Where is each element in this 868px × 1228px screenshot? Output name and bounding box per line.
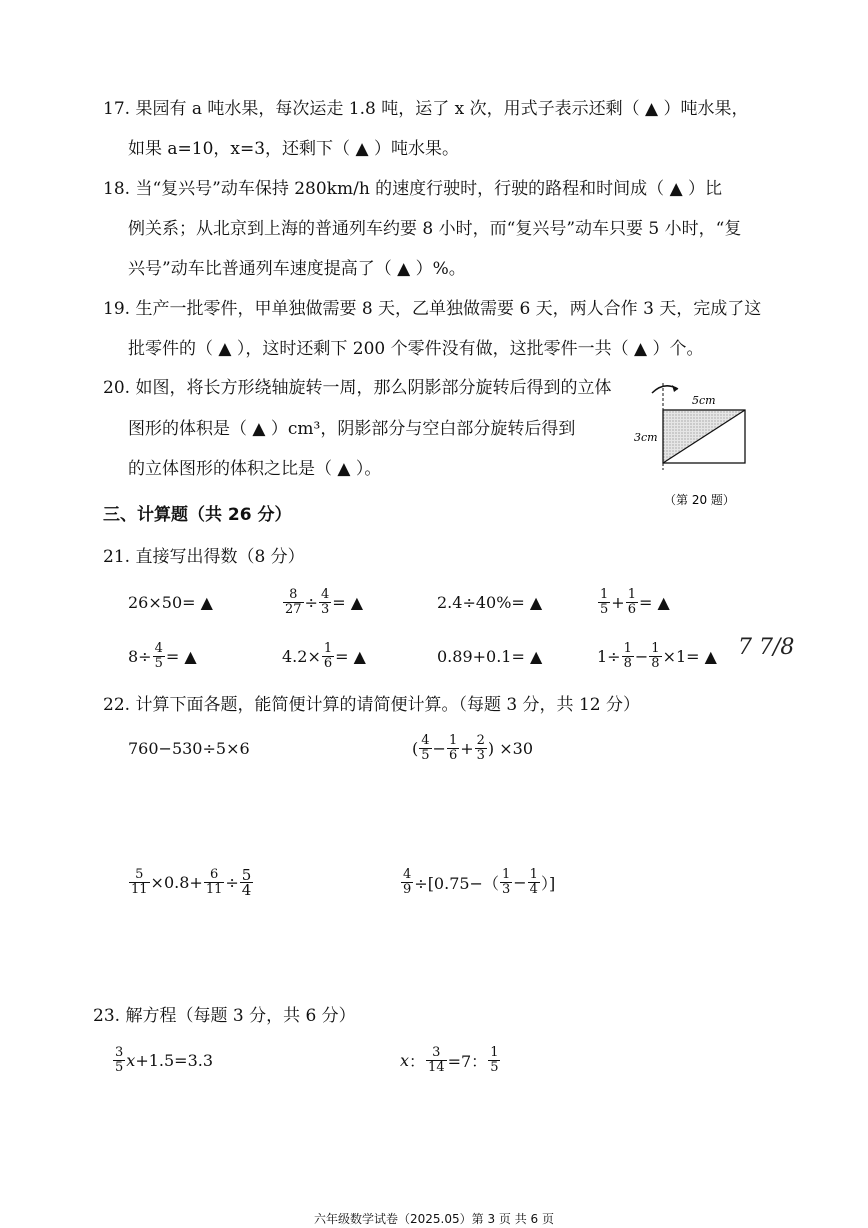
q21-item-6: 4.2× $\frac{1}{6}$ = ▲ — [282, 640, 366, 671]
q21-item-4: $\frac{1}{5}$ + $\frac{1}{6}$ = ▲ — [600, 586, 670, 617]
q21-item-8: 1÷ $\frac{1}{8}$ − $\frac{1}{8}$ ×1= ▲ — [597, 640, 717, 671]
q18-line2: 例关系；从北京到上海的普通列车约要 8 小时，而“复兴号”动车只要 5 小时，“复 — [128, 219, 742, 239]
q17-line2: 如果 a=10，x=3，还剩下（ ▲ ）吨水果。 — [128, 139, 459, 159]
q20-line2: 图形的体积是（ ▲ ）cm³，阴影部分与空白部分旋转后得到 — [128, 419, 576, 439]
q23-item-2: x ： $\frac{3}{14}$ =7： $\frac{1}{5}$ — [400, 1044, 499, 1075]
section-3-title: 三、计算题（共 26 分） — [103, 505, 292, 525]
q20-line1: 20. 如图，将长方形绕轴旋转一周，那么阴影部分旋转后得到的立体 — [103, 378, 612, 398]
figure-caption: （第 20 题） — [664, 493, 735, 507]
q21-item-1 — [128, 582, 213, 622]
q23-title: 23. 解方程（每题 3 分，共 6 分） — [93, 1006, 356, 1026]
q21-item-1-expr: 26×50= ▲ — [128, 592, 213, 612]
q22-item-1: 760−530÷5×6 — [128, 738, 250, 758]
q21-item-5: 8÷ $\frac{4}{5}$ = ▲ — [128, 640, 197, 671]
q23-item-1: $\frac{3}{5}$ x +1.5=3.3 — [115, 1044, 214, 1075]
q21-item-7: 0.89+0.1= ▲ — [437, 646, 543, 666]
q21-item-3: 2.4÷40%= ▲ — [437, 592, 543, 612]
q19-line2: 批零件的（ ▲ ），这时还剩下 200 个零件没有做，这批零件一共（ ▲ ）个。 — [128, 339, 704, 359]
q21-item-2: $\frac{8}{27}$ ÷ $\frac{4}{3}$ = ▲ — [285, 586, 364, 617]
q17-line1: 17. 果园有 a 吨水果，每次运走 1.8 吨，运了 x 次，用式子表示还剩（ ▲ ）吨水果， — [103, 99, 749, 119]
q20-figure — [630, 375, 760, 515]
q22-item-4: $\frac{4}{9}$ ÷[0.75−（ $\frac{1}{3}$ − $\frac{1}{4}$ ）] — [403, 866, 556, 897]
width-label: 5cm — [692, 394, 716, 407]
q21-handwritten-answer: 7 7/8 — [738, 635, 795, 660]
q22-title: 22. 计算下面各题，能简便计算的请简便计算。（每题 3 分，共 12 分） — [103, 695, 641, 715]
height-label: 3cm — [634, 431, 658, 444]
q18-line3: 兴号”动车比普通列车速度提高了（ ▲ ）%。 — [128, 259, 466, 279]
q21-title: 21. 直接写出得数（8 分） — [103, 547, 305, 567]
page-footer: 六年级数学试卷（2025.05）第 3 页 共 6 页 — [314, 1212, 554, 1226]
q19-line1: 19. 生产一批零件，甲单独做需要 8 天，乙单独做需要 6 天，两人合作 3 天，完成了这 — [103, 299, 762, 319]
q22-item-3: $\frac{5}{11}$ ×0.8+ $\frac{6}{11}$ ÷ $\frac{5}{4}$ — [131, 865, 252, 899]
q20-line3: 的立体图形的体积之比是（ ▲ ）。 — [128, 459, 382, 479]
q22-item-2: ( $\frac{4}{5}$ − $\frac{1}{6}$ + $\frac{2}{3}$ ) ×30 — [412, 732, 533, 763]
q18-line1: 18. 当“复兴号”动车保持 280km/h 的速度行驶时，行驶的路程和时间成（ ▲ ）比 — [103, 179, 723, 199]
